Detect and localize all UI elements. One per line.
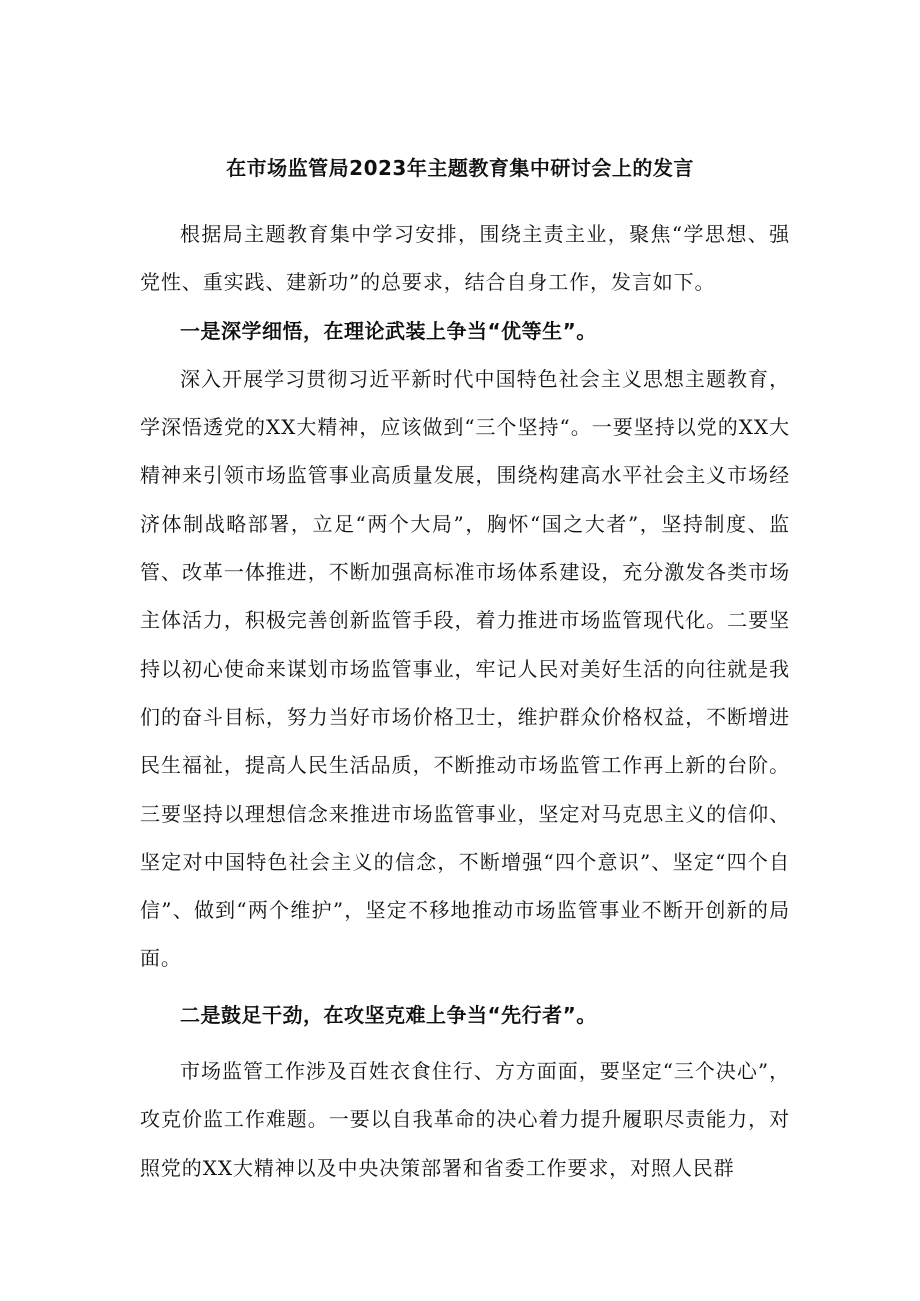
body-paragraph-1: 深入开展学习贯彻习近平新时代中国特色社会主义思想主题教育，学深悟透党的XX大精神，应该做到“三个坚持“。一要坚持以党的XX大精神来引领市场监管事业高质量发展，围绕构建高水平社会主义市场经济体制战略部署，立足“两个大局”，胸怀“国之大者”，坚持制度、监管、改革一体推进，不断加强高标准市场体系建设，充分激发各类市场主体活力，积极完善创新监管手段，着力推进市场监管现代化。二要坚持以初心使命来谋划市场监管事业，牢记人民对美好生活的向往就是我们的奋斗目标，努力当好市场价格卫士，维护群众价格权益，不断增进民生福祉，提高人民生活品质，不断推动市场监管工作再上新的台阶。三要坚持以理想信念来推进市场监管事业，坚定对马克思主义的信仰、坚定对中国特色社会主义的信念，不断增强“四个意识”、坚定“四个自信”、做到“两个维护”，坚定不移地推动市场监管事业不断开创新的局面。	[140, 366, 790, 971]
intro-paragraph: 根据局主题教育集中学习安排，围绕主责主业，聚焦“学思想、强党性、重实践、建新功”的总要求，结合自身工作，发言如下。	[140, 222, 790, 295]
body-paragraph-2: 市场监管工作涉及百姓衣食住行、方方面面，要坚定“三个决心”，攻克价监工作难题。一要以自我革命的决心着力提升履职尽责能力，对照党的XX大精神以及中央决策部署和省委工作要求，对照人民群	[140, 1059, 790, 1180]
document-title: 在市场监管局2023年主题教育集中研讨会上的发言	[226, 156, 694, 180]
document-body	[140, 210, 790, 1192]
section-heading-1: 一是深学细悟，在理论武装上争当“优等生”。	[180, 318, 597, 343]
section-heading-2: 二是鼓足干劲，在攻坚克难上争当“先行者”。	[180, 1002, 597, 1027]
